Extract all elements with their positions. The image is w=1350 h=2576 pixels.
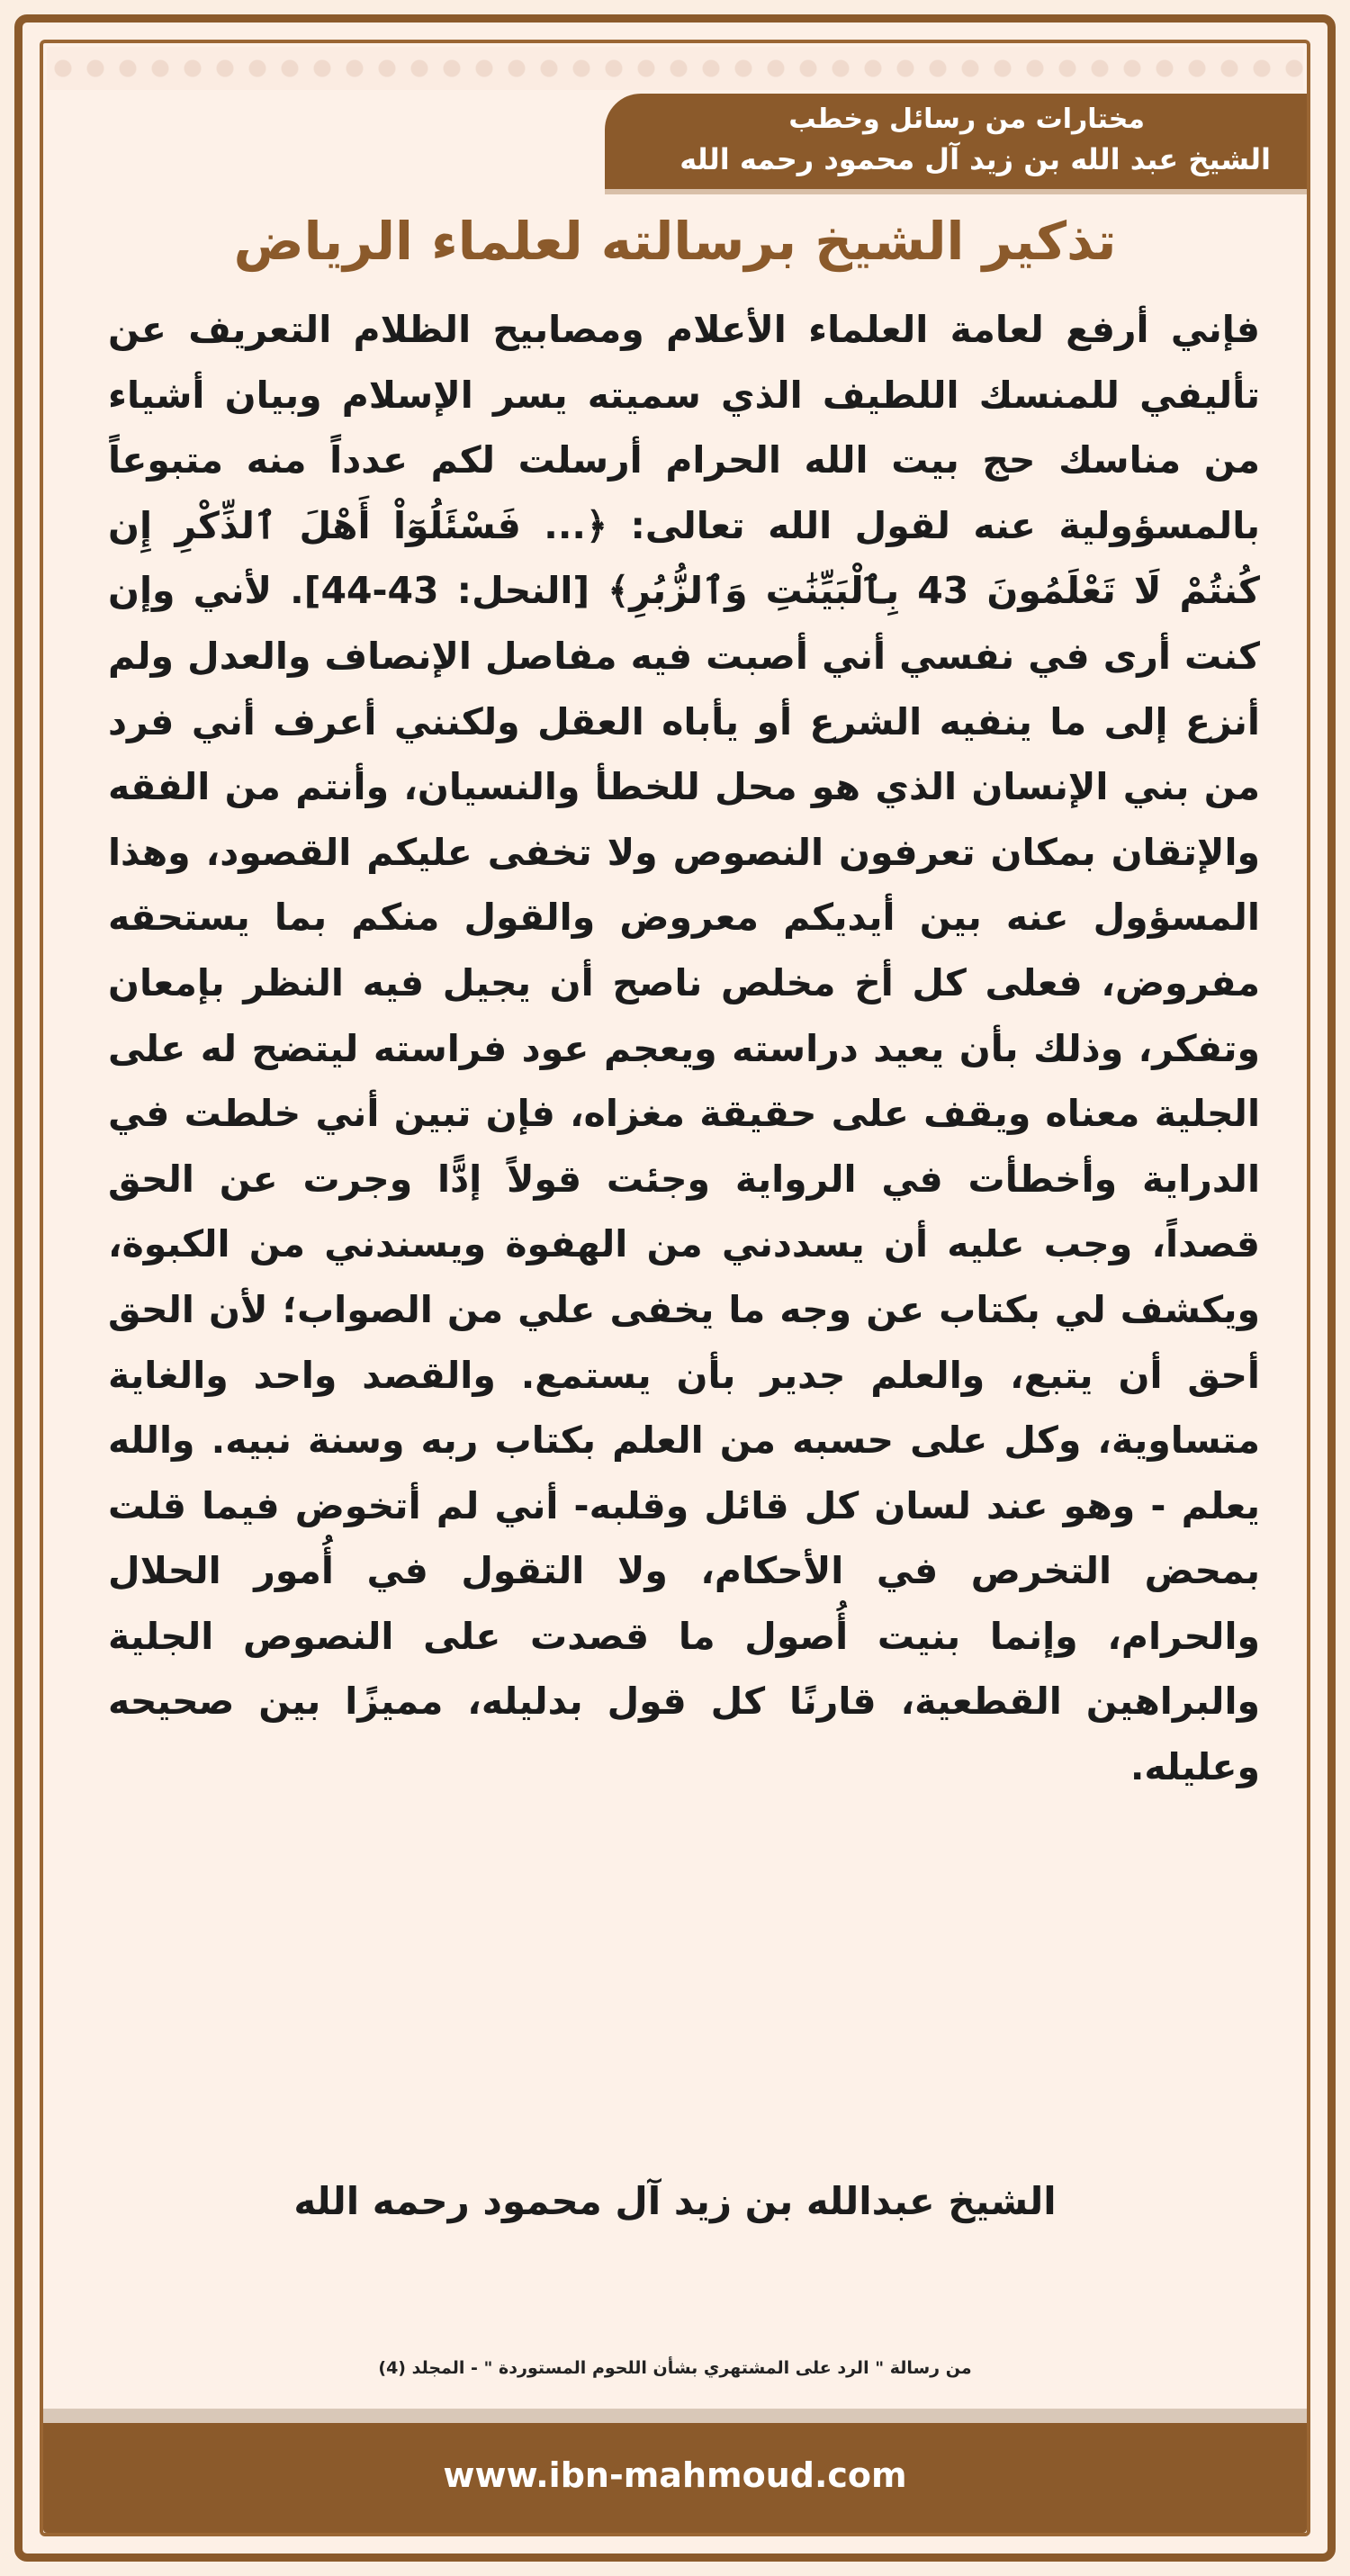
website-link[interactable]: www.ibn-mahmoud.com	[443, 2455, 907, 2495]
series-header	[605, 94, 1307, 189]
author-signature: الشيخ عبدالله بن زيد آل محمود رحمه الله	[293, 2179, 1057, 2223]
decorative-ornament-strip	[47, 47, 1303, 90]
source-citation: من رسالة " الرد على المشتهري بشأن اللحوم المستوردة " - المجلد (4)	[378, 2358, 972, 2378]
header-divider	[605, 189, 1307, 194]
footer-bar	[43, 2423, 1307, 2533]
series-author: الشيخ عبد الله بن زيد آل محمود رحمه الله	[680, 142, 1271, 176]
series-title: مختارات من رسائل وخطب	[788, 104, 1145, 135]
page-title: تذكير الشيخ برسالته لعلماء الرياض	[233, 211, 1117, 272]
article-body: فإني أرفع لعامة العلماء الأعلام ومصابيح الظلام التعريف عن تأليفي للمنسك اللطيف الذي سميته يسر الإسلام وبيان أشياء من مناسك حج بيت الله الحرام أرسلت لكم عدداً منه متبوعاً بالمسؤولية عنه لقول الله تعالى: ﴿... فَسْئَلُوٓاْ أَهْلَ ٱلذِّكْرِ إِن كُنتُمْ لَا تَعْلَمُونَ 43 بِٱلْبَيِّنَٰتِ وَٱلزُّبُرِ﴾ [النحل: 43-44]. لأني وإن كنت أرى في نفسي أني أصبت فيه مفاصل الإنصاف والعدل ولم أنزع إلى ما ينفيه الشرع أو يأباه العقل ولكنني أعرف أني فرد من بني الإنسان الذي هو محل للخطأ والنسيان، وأنتم من الفقه والإتقان بمكان تعرفون النصوص ولا تخفى عليكم القصود، وهذا المسؤول عنه بين أيديكم معروض والقول منكم بما يستحقه مفروض، فعلى كل أخ مخلص ناصح أن يجيل فيه النظر بإمعان وتفكر، وذلك بأن يعيد دراسته ويعجم عود فراسته ليتضح له على الجلية معناه ويقف على حقيقة مغزاه، فإن تبين أني خلطت في الدراية وأخطأت في الرواية وجئت قولاً إدًّا وجرت عن الحق قصداً، وجب عليه أن يسددني من الهفوة ويسندني من الكبوة، ويكشف لي بكتاب عن وجه ما يخفى علي من الصواب؛ لأن الحق أحق أن يتبع، والعلم جدير بأن يستمع. والقصد واحد والغاية متساوية، وكل على حسبه من العلم بكتاب ربه وسنة نبيه. والله يعلم - وهو عند لسان كل قائل وقلبه- أني لم أتخوض فيما قلت بمحض التخرص في الأحكام، ولا التقول في أُمور الحلال والحرام، وإنما بنيت أُصول ما قصدت على النصوص الجلية والبراهين القطعية، قارنًا كل قول بدليله، مميزًا بين صحيحه وعليله.	[108, 308, 1260, 1789]
footer-divider	[43, 2409, 1307, 2423]
